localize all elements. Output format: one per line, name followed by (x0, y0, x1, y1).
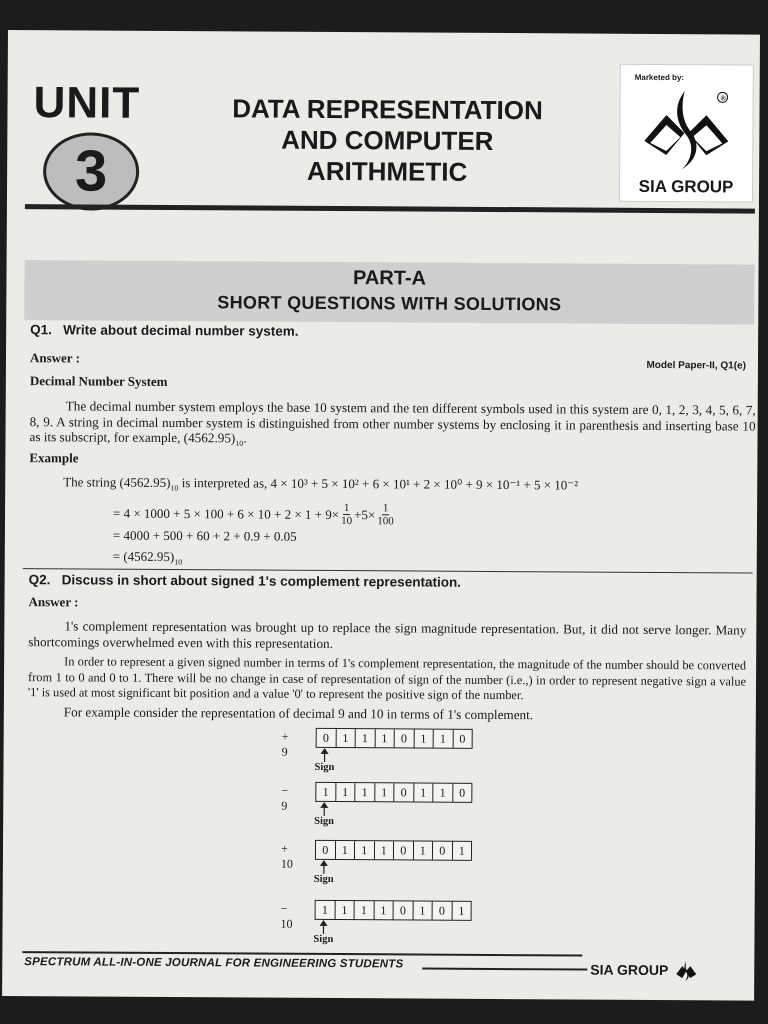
q1-eq1-text: = 4 × 1000 + 5 × 100 + 6 × 10 + 2 × 1 + 9× (113, 505, 340, 522)
q2-paragraph-2: In order to represent a given signed number in terms of 1's complement representation, the magnitude of the number should be converted from 1 to 0 and 0 to 1. There will be no change in case of representation of sign of the number (i.e.,) in order to represent negative sign a value '1' is used at most significant bit position and a value '0' to represent the positive sign of the number. (27, 654, 747, 703)
q1-frac2-num: 1 (382, 502, 389, 515)
bit-cell: 1 (458, 903, 465, 918)
bit-row-label: − 9 (281, 783, 289, 813)
q1-paragraph-end: . (243, 430, 247, 446)
bit-cell: 0 (459, 731, 466, 746)
header-divider (25, 204, 755, 213)
bit-cell: 1 (335, 901, 355, 919)
unit-number-badge (43, 132, 139, 211)
bit-cell: 1 (316, 783, 336, 801)
bit-row-label: − 10 (280, 901, 293, 931)
q2-heading (29, 572, 461, 590)
q1-example-line (63, 474, 578, 495)
bit-cell: 0 (395, 729, 415, 747)
bit-cell: 1 (356, 729, 376, 747)
bit-cell: 0 (394, 841, 414, 859)
bit-cell: 1 (413, 841, 433, 859)
q1-paragraph-subscript: 10 (235, 439, 244, 449)
bit-cell: 1 (355, 841, 375, 859)
q1-fraction-1 (341, 502, 352, 527)
sign-arrow-icon (317, 920, 329, 934)
bit-row-label: + 10 (280, 841, 293, 871)
sign-label: Sign (313, 873, 334, 886)
bit-cell: 1 (355, 901, 375, 919)
bit-cell: 1 (434, 730, 454, 748)
q1-example-subscript: 10 (170, 483, 179, 493)
footer-brand: SIA GROUP (590, 961, 669, 979)
q1-eq3-subscript: 10 (174, 557, 183, 567)
q1-heading (30, 322, 298, 339)
bit-cell: 1 (336, 729, 356, 747)
bit-cell: 1 (316, 901, 336, 919)
bit-cell: 1 (414, 783, 434, 801)
q1-frac1-num: 1 (343, 502, 350, 515)
bit-cell: 1 (336, 783, 356, 801)
sia-book-logo-icon (636, 85, 737, 174)
q2-number: Q2. (28, 572, 51, 588)
unit-title-line-2: AND COMPUTER (281, 124, 494, 156)
q1-example-text: The string (4562.95) (63, 474, 171, 491)
q1-eq3-text: = (4562.95) (112, 548, 175, 565)
q1-paragraph (29, 398, 755, 455)
document-page (2, 30, 760, 1001)
bit-register (316, 728, 473, 749)
part-a-banner (24, 260, 754, 324)
q1-question: Write about decimal number system. (63, 322, 299, 339)
bit-cell: 0 (394, 783, 414, 801)
bit-cell: 0 (433, 902, 453, 920)
q2-answer-label: Answer : (28, 594, 79, 610)
footer-connector-line (422, 968, 587, 971)
unit-word: UNIT (33, 78, 141, 128)
sign-label: Sign (313, 933, 334, 946)
unit-title (187, 93, 588, 188)
unit-header (7, 30, 760, 235)
sign-arrow-icon (318, 860, 330, 874)
bit-cell: 1 (458, 843, 465, 858)
footer-logo-icon (674, 960, 698, 982)
bit-cell: 1 (374, 841, 394, 859)
footer-journal-title: SPECTRUM ALL-IN-ONE JOURNAL FOR ENGINEERING STUDENTS (24, 956, 404, 971)
bit-cell: 1 (355, 783, 375, 801)
bit-register (315, 900, 472, 921)
q2-paragraph-1: 1's complement representation was brought up to replace the sign magnitude representation. But, it did not serve longer. Many shortcomings overwhelmed even with this representation. (28, 618, 747, 651)
publisher-logo-box (619, 64, 754, 203)
registered-mark: ® (720, 95, 726, 103)
bit-cell: 0 (317, 729, 337, 747)
q1-frac1-den: 10 (341, 515, 353, 528)
q1-example-expansion: is interpreted as, 4 × 10³ + 5 × 10² + 6 × 10¹ + 2 × 10⁰ + 9 × 10⁻¹ + 5 × 10⁻² (178, 475, 579, 493)
marketed-by-label: Marketed by: (634, 72, 685, 83)
bit-cell: 1 (335, 841, 355, 859)
bit-cell: 0 (316, 841, 336, 859)
q1-equation-2: = 4000 + 500 + 60 + 2 + 0.9 + 0.05 (112, 527, 297, 544)
bit-cell: 1 (414, 729, 434, 747)
q1-answer-label: Answer : (29, 350, 80, 366)
bit-cell: 0 (394, 901, 414, 919)
bit-register (315, 782, 472, 803)
logo-brand-name: SIA GROUP (638, 176, 734, 197)
q1-eq1-mid: +5× (354, 506, 376, 522)
q1-fraction-2 (377, 502, 394, 527)
bit-cell: 1 (374, 901, 394, 919)
q1-number: Q1. (30, 322, 52, 338)
bit-cell: 1 (375, 783, 395, 801)
bit-register (315, 840, 472, 861)
sign-label: Sign (314, 815, 335, 828)
q1-subheading: Decimal Number System (29, 373, 168, 389)
q1-frac2-den: 100 (377, 515, 394, 528)
q2-paragraph-3: For example consider the representation of decimal 9 and 10 in terms of 1's complement. (63, 704, 534, 723)
q2-question: Discuss in short about signed 1's complement representation. (61, 572, 462, 590)
bit-cell: 0 (459, 785, 466, 800)
q1-model-paper-ref: Model Paper-II, Q1(e) (646, 359, 746, 372)
unit-title-line-3: ARITHMETIC (306, 155, 468, 187)
q1-example-label: Example (29, 450, 79, 466)
unit-title-line-1: DATA REPRESENTATION (232, 93, 543, 126)
sign-arrow-icon (319, 748, 331, 762)
bit-cell: 0 (433, 842, 453, 860)
part-subtitle: SHORT QUESTIONS WITH SOLUTIONS (217, 292, 562, 315)
q1-equation-1 (113, 501, 396, 528)
sign-arrow-icon (318, 802, 330, 816)
bit-cell: 1 (375, 729, 395, 747)
bit-row-label: + 9 (281, 729, 289, 759)
bit-cell: 1 (413, 901, 433, 919)
q1-paragraph-text: The decimal number system employs the base 10 system and the ten different symbols used in this system are 0, 1, 2, 3, 4, 5, 6, 7, 8, 9. A string in decimal number system is distinguished from other number systems by enclosing it in parenthesis and inserting base 10 as its subscript, for example, (4562.95) (29, 398, 756, 446)
unit-number: 3 (74, 138, 108, 204)
part-label: PART-A (352, 267, 427, 290)
bit-cell: 1 (433, 784, 453, 802)
sign-label: Sign (314, 761, 335, 774)
q1-equation-3 (113, 549, 183, 567)
